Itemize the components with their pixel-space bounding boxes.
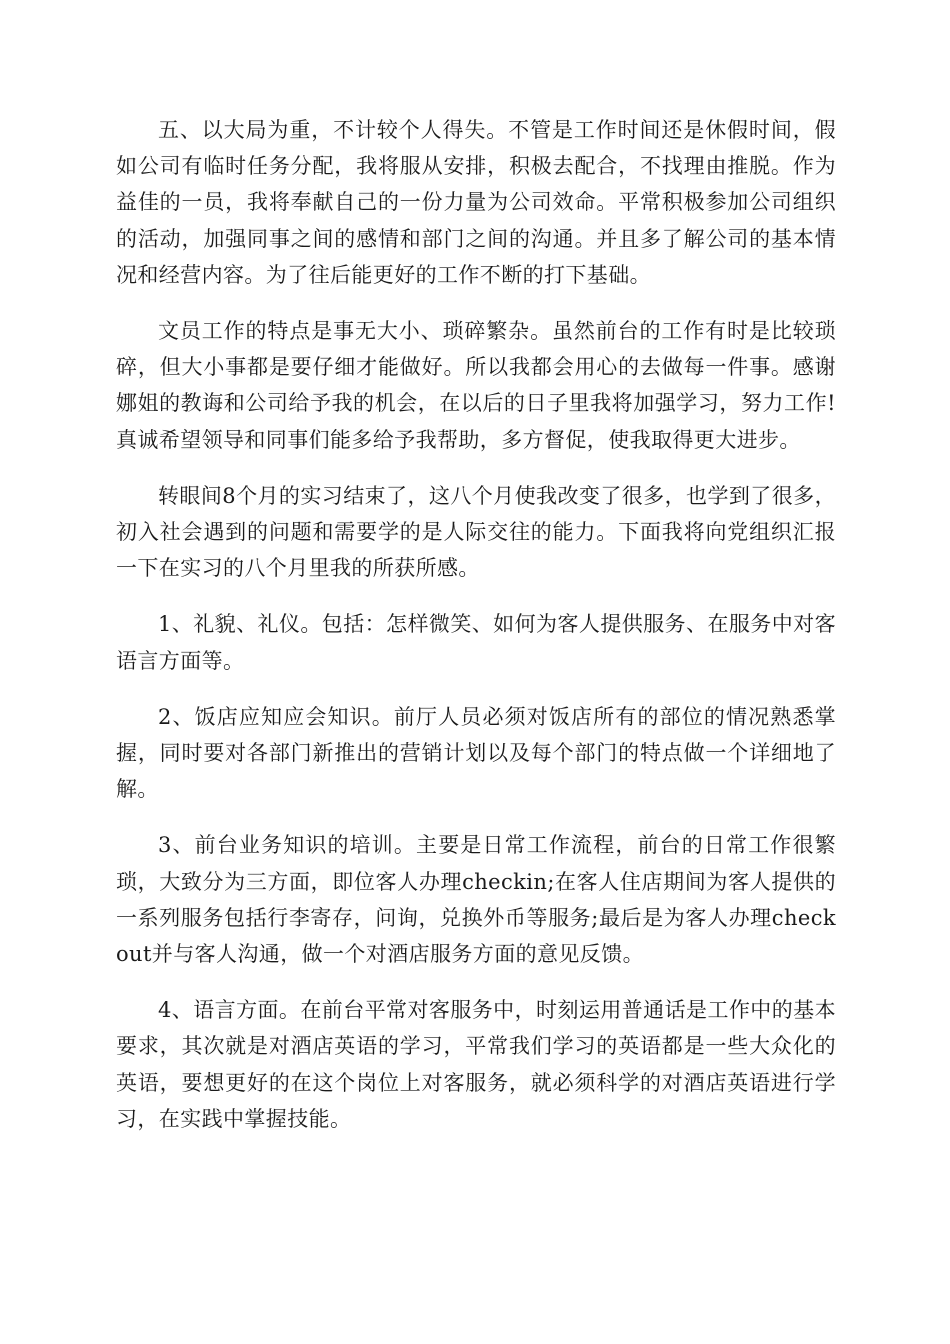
- paragraph-item-language: 4、语言方面。在前台平常对客服务中，时刻运用普通话是工作中的基本要求，其次就是对酒店英语的学习，平常我们学习的英语都是一些大众化的英语，要想更好的在这个岗位上对客服务，就必须科学的对酒店英语进行学习，在实践中掌握技能。: [116, 998, 836, 1131]
- paragraph-clerk-work: 文员工作的特点是事无大小、琐碎繁杂。虽然前台的工作有时是比较琐碎，但大小事都是要仔细才能做好。所以我都会用心的去做每一件事。感谢娜姐的教诲和公司给予我的机会，在以后的日子里我将加强学习，努力工作!真诚希望领导和同事们能多给予我帮助，多方督促，使我取得更大进步。: [116, 319, 836, 452]
- paragraph-item-etiquette: 1、礼貌、礼仪。包括：怎样微笑、如何为客人提供服务、在服务中对客语言方面等。: [116, 612, 836, 673]
- paragraph-item-front-desk-training: 3、前台业务知识的培训。主要是日常工作流程，前台的日常工作很繁琐，大致分为三方面，即位客人办理checkin;在客人住店期间为客人提供的一系列服务包括行李寄存，问询，兑换外币等服务;最后是为客人办理checkout并与客人沟通，做一个对酒店服务方面的意见反馈。: [116, 833, 836, 967]
- paragraph-internship-summary: 转眼间8个月的实习结束了，这八个月使我改变了很多，也学到了很多，初入社会遇到的问题和需要学的是人际交往的能力。下面我将向党组织汇报一下在实习的八个月里我的所获所感。: [116, 483, 836, 581]
- paragraph-item-hotel-knowledge: 2、饭店应知应会知识。前厅人员必须对饭店所有的部位的情况熟悉掌握，同时要对各部门新推出的营销计划以及每个部门的特点做一个详细地了解。: [116, 704, 836, 802]
- paragraph-overall-interest: 五、以大局为重，不计较个人得失。不管是工作时间还是休假时间，假如公司有临时任务分配，我将服从安排，积极去配合，不找理由推脱。作为益佳的一员，我将奉献自己的一份力量为公司效命。平常积极参加公司组织的活动，加强同事之间的感情和部门之间的沟通。并且多了解公司的基本情况和经营内容。为了往后能更好的工作不断的打下基础。: [116, 118, 836, 287]
- document-body: [116, 112, 836, 1157]
